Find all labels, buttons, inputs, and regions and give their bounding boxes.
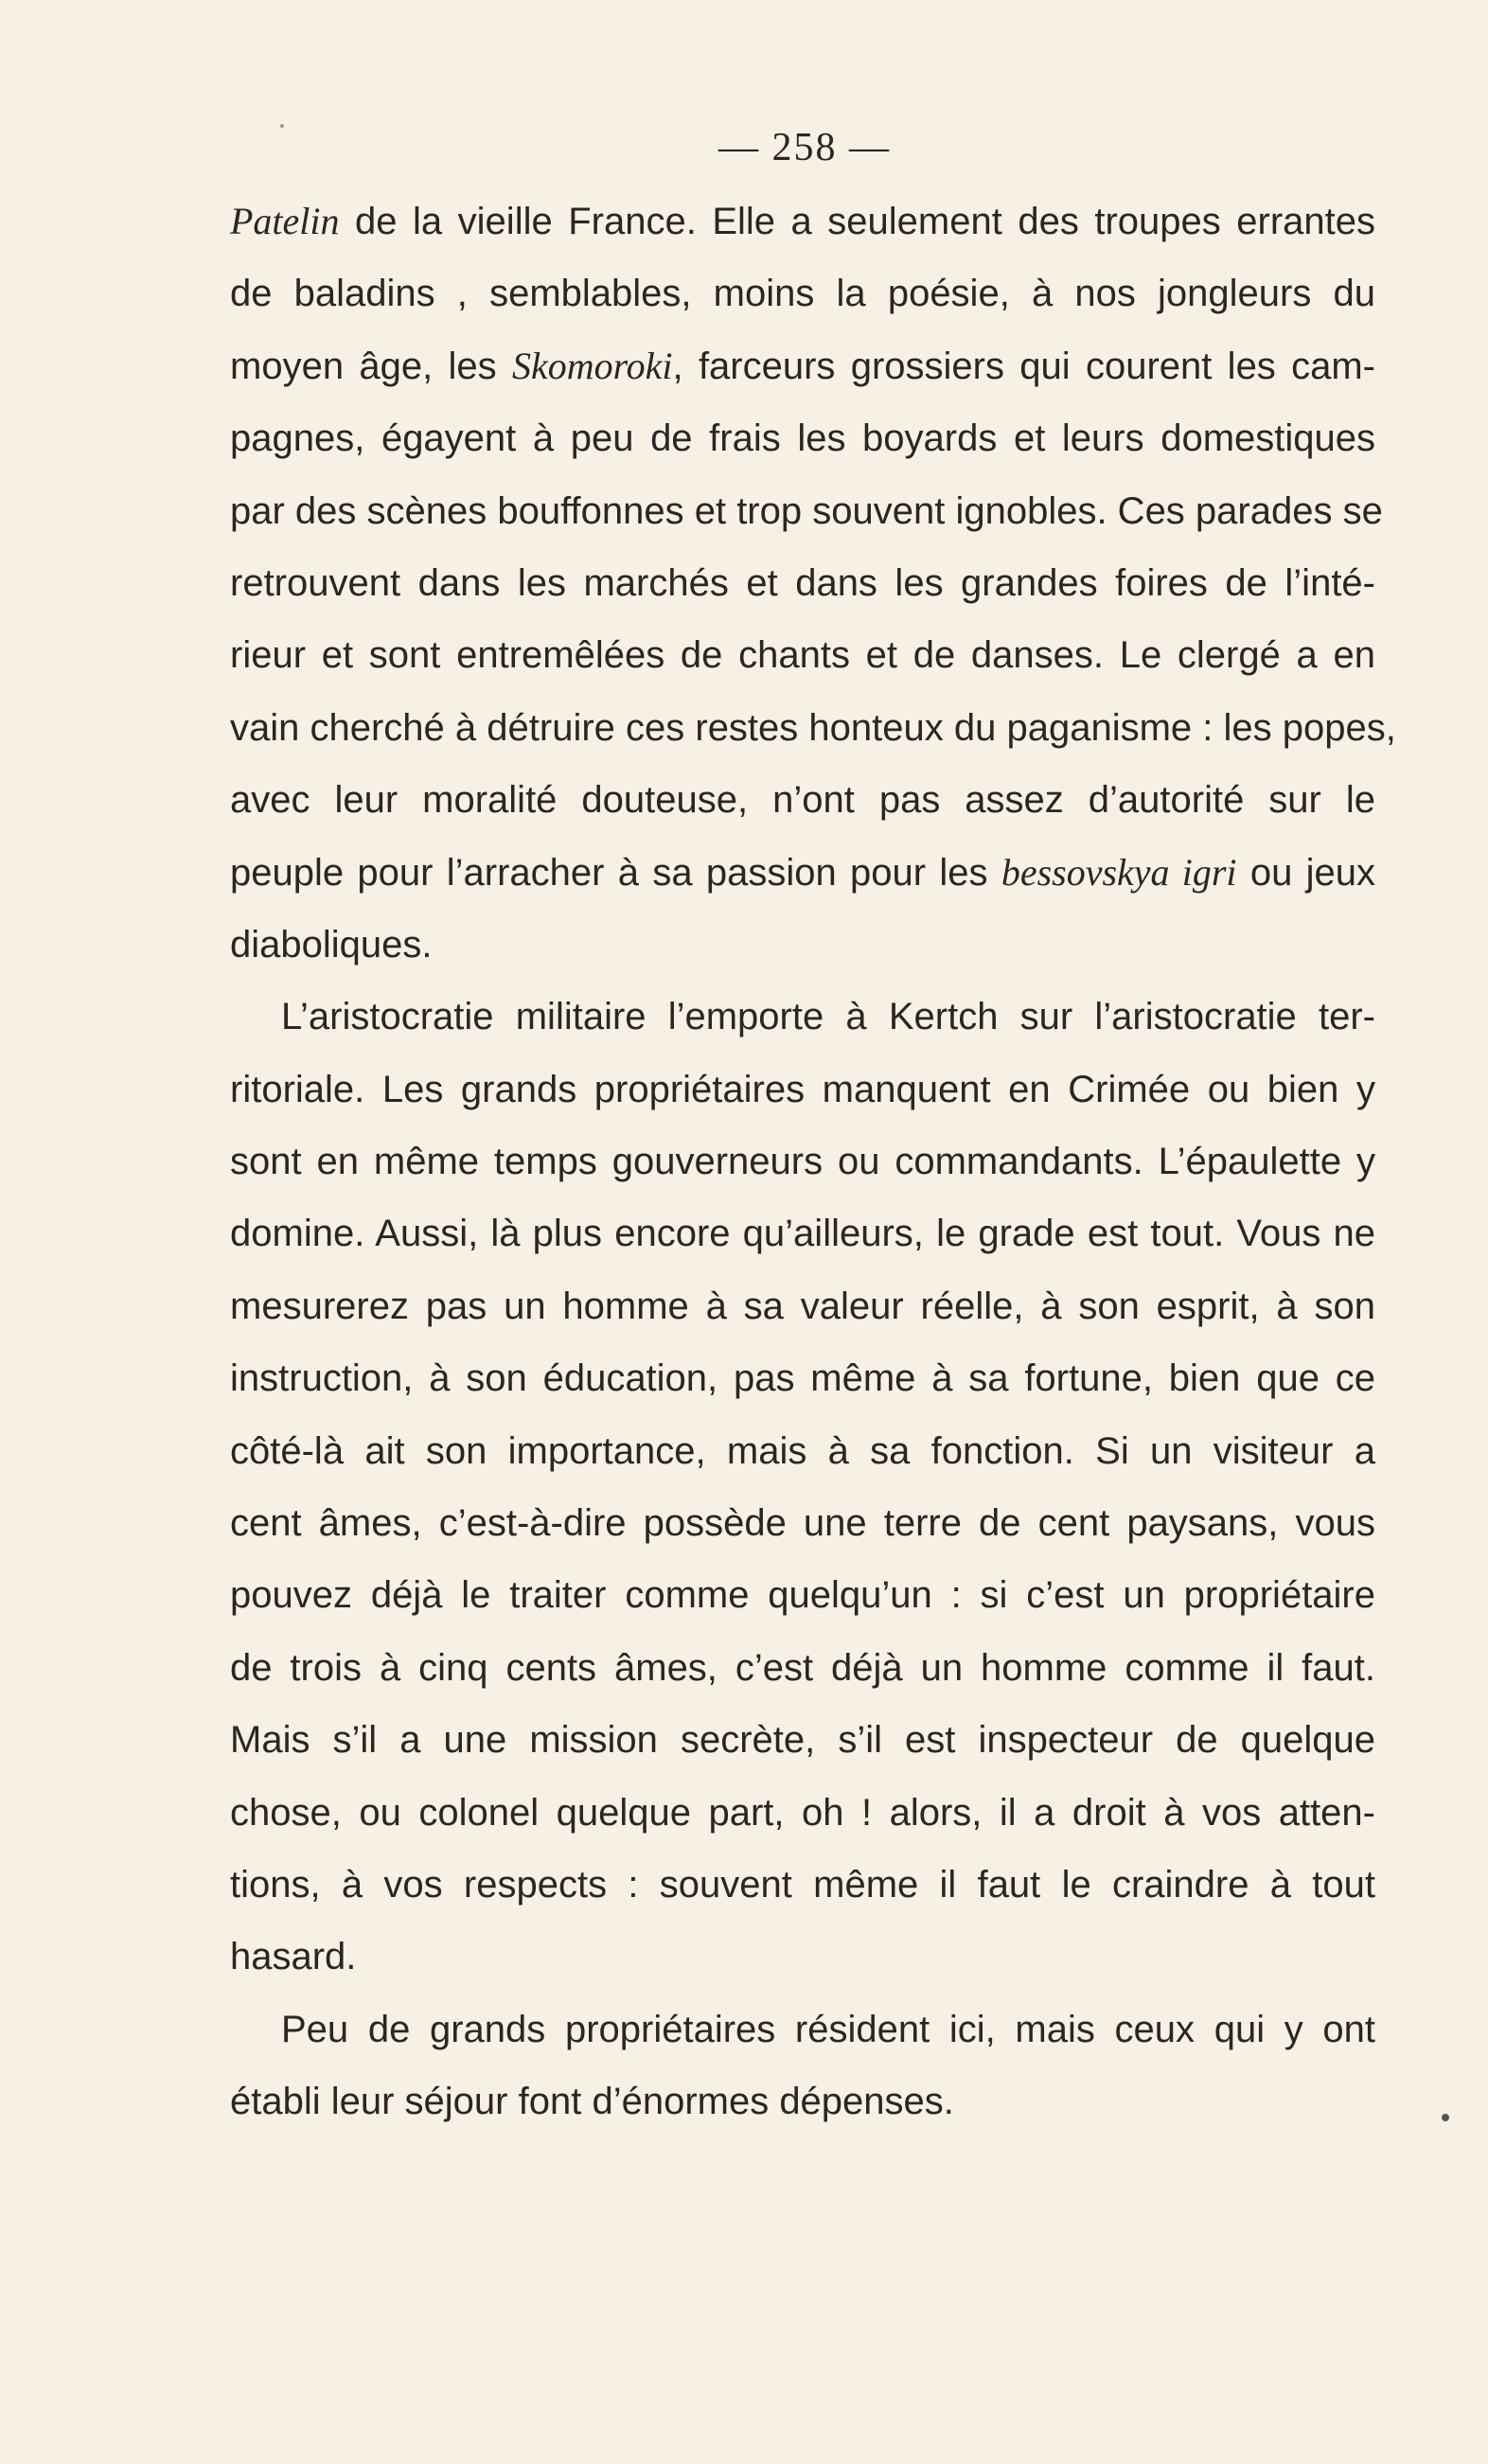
text-line bbox=[230, 547, 1375, 619]
text-line bbox=[230, 1342, 1375, 1414]
text-line bbox=[230, 402, 1375, 474]
text-run: Mais s’il a une mission secrète, s’il est inspecteur de quelque bbox=[230, 1719, 1375, 1762]
text-run: , farceurs grossiers qui courent les cam- bbox=[672, 345, 1375, 387]
text-run: chose, ou colonel quelque part, oh ! alors, il a droit à vos atten- bbox=[230, 1791, 1375, 1834]
text-run: pouvez déjà le traiter comme quelqu’un : si c’est un propriétaire bbox=[230, 1574, 1375, 1617]
text-line bbox=[230, 1994, 1375, 2065]
text-run: cent âmes, c’est-à-dire possède une terre de cent paysans, vous bbox=[230, 1502, 1375, 1545]
text-line bbox=[230, 981, 1375, 1053]
text-run: diaboliques. bbox=[230, 923, 433, 966]
text-line bbox=[230, 1777, 1375, 1849]
text-run: retrouvent dans les marchés et dans les grandes foires de l’inté- bbox=[230, 561, 1375, 604]
ink-speck bbox=[1442, 2114, 1449, 2121]
text-line bbox=[230, 1126, 1375, 1197]
text-run: par des scènes bouffonnes et trop souvent ignobles. Ces parades se bbox=[230, 489, 1383, 532]
text-line bbox=[230, 619, 1375, 691]
text-line bbox=[230, 1704, 1375, 1776]
text-line bbox=[230, 1487, 1375, 1559]
body-text bbox=[230, 186, 1396, 2138]
text-line bbox=[230, 1197, 1375, 1269]
text-line bbox=[230, 837, 1375, 909]
text-line bbox=[230, 1921, 1375, 1993]
text-run: instruction, à son éducation, pas même à sa fortune, bien que ce bbox=[230, 1357, 1375, 1400]
text-run: de trois à cinq cents âmes, c’est déjà un homme comme il faut. bbox=[230, 1646, 1375, 1689]
text-run: hasard. bbox=[230, 1936, 357, 1978]
text-line bbox=[230, 1632, 1375, 1704]
text-run: avec leur moralité douteuse, n’ont pas assez d’autorité sur le bbox=[230, 779, 1375, 822]
text-line bbox=[230, 186, 1375, 257]
text-run: Peu de grands propriétaires résident ici, mais ceux qui y ont bbox=[281, 2008, 1375, 2050]
text-line bbox=[230, 2065, 1375, 2137]
text-line bbox=[230, 330, 1375, 402]
page-number: — 258 — bbox=[718, 126, 891, 169]
italic-term: Skomoroki bbox=[511, 344, 673, 387]
text-run: ritoriale. Les grands propriétaires manquent en Crimée ou bien y bbox=[230, 1068, 1375, 1110]
text-run: peuple pour l’arracher à sa passion pour les bbox=[230, 851, 1001, 894]
text-run: moyen âge, les bbox=[230, 345, 512, 387]
text-run: ou jeux bbox=[1236, 851, 1375, 894]
text-run: tions, à vos respects : souvent même il faut le craindre à tout bbox=[230, 1863, 1375, 1906]
text-run: côté-là ait son importance, mais à sa fonction. Si un visiteur a bbox=[230, 1429, 1375, 1472]
text-run: rieur et sont entremêlées de chants et de danses. Le clergé a en bbox=[230, 634, 1375, 677]
text-run: domine. Aussi, là plus encore qu’ailleurs, le grade est tout. Vous ne bbox=[230, 1213, 1375, 1255]
text-line bbox=[230, 257, 1375, 329]
text-run: vain cherché à détruire ces restes honteux du paganisme : les popes, bbox=[230, 706, 1396, 749]
text-line bbox=[230, 909, 1375, 981]
ink-speck bbox=[280, 124, 284, 128]
text-line bbox=[230, 1415, 1375, 1487]
text-line bbox=[230, 764, 1375, 836]
text-run: sont en même temps gouverneurs ou commandants. L’épaulette y bbox=[230, 1141, 1375, 1183]
text-line bbox=[230, 1559, 1375, 1631]
text-run: établi leur séjour font d’énormes dépenses. bbox=[230, 2081, 954, 2123]
italic-term: Patelin bbox=[230, 200, 340, 242]
text-run: pagnes, égayent à peu de frais les boyards et leurs domestiques bbox=[230, 417, 1375, 460]
text-run: de baladins , semblables, moins la poésie, à nos jongleurs du bbox=[230, 273, 1375, 315]
text-run: de la vieille France. Elle a seulement des troupes errantes bbox=[339, 201, 1375, 242]
text-line bbox=[230, 1054, 1375, 1126]
text-run: mesurerez pas un homme à sa valeur réelle, à son esprit, à son bbox=[230, 1285, 1375, 1327]
text-line bbox=[230, 475, 1383, 547]
italic-term: bessovskya igri bbox=[1001, 850, 1237, 894]
text-line bbox=[230, 692, 1396, 764]
text-line bbox=[230, 1270, 1375, 1342]
text-run: L’aristocratie militaire l’emporte à Kertch sur l’aristocratie ter- bbox=[281, 996, 1375, 1038]
text-line bbox=[230, 1849, 1375, 1921]
